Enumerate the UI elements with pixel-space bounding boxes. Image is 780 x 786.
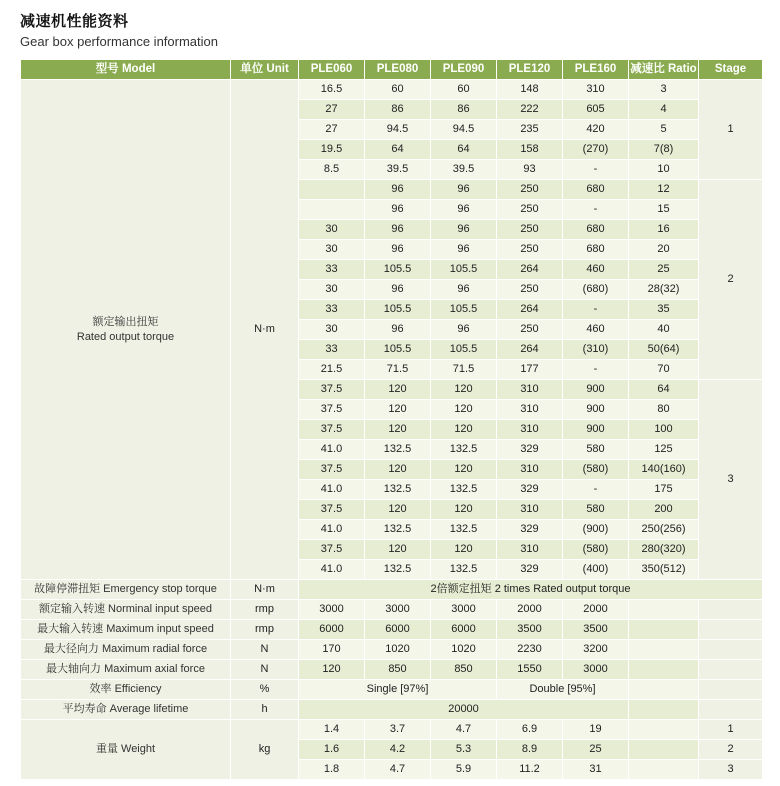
cell-ple160: - — [563, 480, 629, 500]
unit-max-radial-force: N — [231, 640, 299, 660]
cell-ple090: 105.5 — [431, 260, 497, 280]
cell-ple080: 39.5 — [365, 160, 431, 180]
cell-ratio: 200 — [629, 500, 699, 520]
cell-stage-1: 1 — [699, 80, 763, 180]
cell-stage-blank — [699, 620, 763, 640]
cell-ple120: 250 — [497, 180, 563, 200]
cell-ple080: 6000 — [365, 620, 431, 640]
cell-ratio: 3 — [629, 80, 699, 100]
header-model: 型号 Model — [21, 60, 231, 80]
row-label-max-radial-force: 最大径向力 Maximum radial force — [21, 640, 231, 660]
cell-ple090: 96 — [431, 280, 497, 300]
cell-ple160: 460 — [563, 260, 629, 280]
cell-ple080: 120 — [365, 500, 431, 520]
cell-ple120: 222 — [497, 100, 563, 120]
cell-ple160: 605 — [563, 100, 629, 120]
cell-ple080: 3000 — [365, 600, 431, 620]
cell-emergency-stop-value: 2倍额定扭矩 2 times Rated output torque — [299, 580, 763, 600]
cell-ple090: 132.5 — [431, 520, 497, 540]
cell-average-lifetime-value: 20000 — [299, 700, 629, 720]
cell-ple120: 250 — [497, 200, 563, 220]
cell-ple080: 60 — [365, 80, 431, 100]
cell-ple120: 329 — [497, 440, 563, 460]
cell-stage-2: 2 — [699, 180, 763, 380]
cell-ple160: 25 — [563, 740, 629, 760]
cell-ple120: 148 — [497, 80, 563, 100]
cell-ple160: - — [563, 360, 629, 380]
cell-ple120: 11.2 — [497, 760, 563, 780]
cell-ple090: 64 — [431, 140, 497, 160]
cell-ple090: 132.5 — [431, 480, 497, 500]
cell-ratio: 4 — [629, 100, 699, 120]
cell-ple160: 680 — [563, 180, 629, 200]
cell-ple060 — [299, 200, 365, 220]
cell-ple160: 900 — [563, 420, 629, 440]
header-ratio: 减速比 Ratio — [629, 60, 699, 80]
cell-ple060: 1.4 — [299, 720, 365, 740]
cell-ple060: 37.5 — [299, 540, 365, 560]
cell-ple120: 250 — [497, 240, 563, 260]
cell-ple060: 16.5 — [299, 80, 365, 100]
cell-ple060: 120 — [299, 660, 365, 680]
cell-stage: 1 — [699, 720, 763, 740]
label-cn: 额定输出扭矩 — [92, 315, 159, 328]
cell-ple090: 71.5 — [431, 360, 497, 380]
cell-ple060: 41.0 — [299, 480, 365, 500]
cell-ple120: 264 — [497, 340, 563, 360]
cell-ratio: 350(512) — [629, 560, 699, 580]
cell-ple060: 37.5 — [299, 420, 365, 440]
row-label-rated-output-torque — [21, 80, 231, 580]
cell-ple160: - — [563, 200, 629, 220]
cell-ple120: 310 — [497, 540, 563, 560]
cell-ple120: 2230 — [497, 640, 563, 660]
cell-ple060: 33 — [299, 300, 365, 320]
cell-ratio: 100 — [629, 420, 699, 440]
cell-ple120: 250 — [497, 220, 563, 240]
cell-ple060: 1.6 — [299, 740, 365, 760]
row-label-weight: 重量 Weight — [21, 720, 231, 780]
cell-ple080: 71.5 — [365, 360, 431, 380]
cell-ple080: 120 — [365, 540, 431, 560]
cell-ple090: 120 — [431, 540, 497, 560]
cell-ple080: 120 — [365, 400, 431, 420]
cell-ple090: 96 — [431, 200, 497, 220]
cell-ple090: 86 — [431, 100, 497, 120]
cell-ple090: 60 — [431, 80, 497, 100]
cell-ple120: 310 — [497, 380, 563, 400]
cell-ple120: 2000 — [497, 600, 563, 620]
header-unit: 单位 Unit — [231, 60, 299, 80]
cell-ple060: 30 — [299, 320, 365, 340]
cell-ratio: 64 — [629, 380, 699, 400]
table-row — [21, 80, 763, 100]
cell-ratio-blank — [629, 720, 699, 740]
cell-ratio: 10 — [629, 160, 699, 180]
cell-ple080: 132.5 — [365, 560, 431, 580]
table-row — [21, 720, 763, 740]
cell-ratio: 140(160) — [629, 460, 699, 480]
cell-ratio: 125 — [629, 440, 699, 460]
cell-ple060: 30 — [299, 240, 365, 260]
cell-ple090: 850 — [431, 660, 497, 680]
unit-nominal-input-speed: rmp — [231, 600, 299, 620]
cell-stage-blank — [699, 700, 763, 720]
cell-efficiency-single: Single [97%] — [299, 680, 497, 700]
cell-ple120: 177 — [497, 360, 563, 380]
cell-ple060 — [299, 180, 365, 200]
header-ple160: PLE160 — [563, 60, 629, 80]
unit-efficiency: % — [231, 680, 299, 700]
cell-ple160: 900 — [563, 380, 629, 400]
cell-ple080: 132.5 — [365, 440, 431, 460]
cell-ratio: 80 — [629, 400, 699, 420]
table-row — [21, 700, 763, 720]
cell-ple090: 120 — [431, 400, 497, 420]
cell-ratio-blank — [629, 740, 699, 760]
row-label-efficiency: 效率 Efficiency — [21, 680, 231, 700]
cell-ple160: 3200 — [563, 640, 629, 660]
cell-ple120: 3500 — [497, 620, 563, 640]
cell-ple090: 5.9 — [431, 760, 497, 780]
cell-ple090: 96 — [431, 220, 497, 240]
cell-stage-blank — [699, 660, 763, 680]
cell-stage-blank — [699, 640, 763, 660]
header-ple120: PLE120 — [497, 60, 563, 80]
cell-ple080: 4.7 — [365, 760, 431, 780]
cell-ple090: 96 — [431, 320, 497, 340]
cell-ratio-blank — [629, 660, 699, 680]
cell-ple160: 19 — [563, 720, 629, 740]
cell-ple080: 3.7 — [365, 720, 431, 740]
cell-ple090: 6000 — [431, 620, 497, 640]
cell-ple060: 27 — [299, 120, 365, 140]
cell-ple120: 310 — [497, 400, 563, 420]
cell-ratio: 35 — [629, 300, 699, 320]
cell-ple120: 8.9 — [497, 740, 563, 760]
cell-ple160: 680 — [563, 240, 629, 260]
cell-ple160: 900 — [563, 400, 629, 420]
cell-ple060: 170 — [299, 640, 365, 660]
gearbox-spec-table — [20, 59, 763, 780]
unit-max-axial-force: N — [231, 660, 299, 680]
cell-ple090: 1020 — [431, 640, 497, 660]
table-body — [21, 80, 763, 780]
cell-ratio: 40 — [629, 320, 699, 340]
cell-ple120: 310 — [497, 420, 563, 440]
row-label-max-axial-force: 最大轴向力 Maximum axial force — [21, 660, 231, 680]
cell-ple160: (580) — [563, 540, 629, 560]
cell-ple160: 3000 — [563, 660, 629, 680]
cell-ple160: (310) — [563, 340, 629, 360]
cell-ple160: (400) — [563, 560, 629, 580]
cell-ratio-blank — [629, 700, 699, 720]
header-ple080: PLE080 — [365, 60, 431, 80]
cell-ple120: 310 — [497, 500, 563, 520]
cell-ple120: 329 — [497, 560, 563, 580]
page-title-cn: 减速机性能资料 — [20, 13, 129, 30]
cell-ratio: 280(320) — [629, 540, 699, 560]
cell-ple080: 120 — [365, 420, 431, 440]
cell-efficiency-double: Double [95%] — [497, 680, 629, 700]
cell-ple120: 310 — [497, 460, 563, 480]
cell-ple160: (580) — [563, 460, 629, 480]
cell-ple120: 6.9 — [497, 720, 563, 740]
cell-stage-blank — [699, 600, 763, 620]
cell-ratio: 15 — [629, 200, 699, 220]
cell-ple060: 33 — [299, 260, 365, 280]
cell-ple160: (900) — [563, 520, 629, 540]
cell-ple060: 8.5 — [299, 160, 365, 180]
unit-rated-output-torque: N·m — [231, 80, 299, 580]
cell-ple160: 420 — [563, 120, 629, 140]
cell-ple090: 105.5 — [431, 340, 497, 360]
cell-ple090: 94.5 — [431, 120, 497, 140]
cell-ratio: 7(8) — [629, 140, 699, 160]
row-label-average-lifetime: 平均寿命 Average lifetime — [21, 700, 231, 720]
cell-ple090: 120 — [431, 500, 497, 520]
cell-ple080: 132.5 — [365, 480, 431, 500]
cell-stage: 2 — [699, 740, 763, 760]
cell-ratio-blank — [629, 680, 699, 700]
table-row — [21, 640, 763, 660]
cell-ple160: 31 — [563, 760, 629, 780]
cell-ple120: 329 — [497, 520, 563, 540]
cell-ratio: 50(64) — [629, 340, 699, 360]
cell-ple120: 264 — [497, 260, 563, 280]
table-row — [21, 600, 763, 620]
table-header — [21, 60, 763, 80]
cell-ple160: - — [563, 160, 629, 180]
cell-ple080: 94.5 — [365, 120, 431, 140]
unit-weight: kg — [231, 720, 299, 780]
cell-ple090: 5.3 — [431, 740, 497, 760]
cell-ple060: 1.8 — [299, 760, 365, 780]
cell-ple080: 96 — [365, 240, 431, 260]
cell-ple120: 264 — [497, 300, 563, 320]
row-label-emergency-stop-torque: 故障停滞扭矩 Emergency stop torque — [21, 580, 231, 600]
header-row — [21, 60, 763, 80]
cell-ple160: 580 — [563, 440, 629, 460]
cell-ple120: 158 — [497, 140, 563, 160]
cell-ple090: 3000 — [431, 600, 497, 620]
cell-ple080: 96 — [365, 280, 431, 300]
cell-ple080: 105.5 — [365, 300, 431, 320]
cell-ple090: 4.7 — [431, 720, 497, 740]
cell-ple060: 37.5 — [299, 400, 365, 420]
cell-ratio: 250(256) — [629, 520, 699, 540]
cell-ple060: 33 — [299, 340, 365, 360]
cell-ple060: 30 — [299, 280, 365, 300]
header-ple060: PLE060 — [299, 60, 365, 80]
cell-ple160: 310 — [563, 80, 629, 100]
cell-ple080: 132.5 — [365, 520, 431, 540]
cell-ratio-blank — [629, 600, 699, 620]
cell-stage-3: 3 — [699, 380, 763, 580]
cell-stage-blank — [699, 680, 763, 700]
table-row — [21, 580, 763, 600]
cell-ple120: 235 — [497, 120, 563, 140]
cell-ple080: 96 — [365, 180, 431, 200]
cell-ple060: 27 — [299, 100, 365, 120]
cell-ple080: 96 — [365, 320, 431, 340]
cell-ratio-blank — [629, 760, 699, 780]
row-label-nominal-input-speed: 额定输入转速 Norminal input speed — [21, 600, 231, 620]
label-en: Rated output torque — [76, 330, 175, 343]
cell-ple080: 1020 — [365, 640, 431, 660]
cell-ple060: 21.5 — [299, 360, 365, 380]
unit-average-lifetime: h — [231, 700, 299, 720]
cell-ple090: 39.5 — [431, 160, 497, 180]
cell-ratio: 70 — [629, 360, 699, 380]
cell-ple090: 132.5 — [431, 560, 497, 580]
header-ple090: PLE090 — [431, 60, 497, 80]
cell-ple160: - — [563, 300, 629, 320]
page-title-en: Gear box performance information — [20, 34, 218, 49]
cell-stage: 3 — [699, 760, 763, 780]
cell-ple080: 850 — [365, 660, 431, 680]
cell-ple060: 30 — [299, 220, 365, 240]
cell-ratio: 12 — [629, 180, 699, 200]
cell-ple080: 120 — [365, 380, 431, 400]
cell-ple080: 4.2 — [365, 740, 431, 760]
cell-ple160: 2000 — [563, 600, 629, 620]
cell-ple090: 120 — [431, 380, 497, 400]
table-row — [21, 680, 763, 700]
cell-ple090: 96 — [431, 240, 497, 260]
cell-ple090: 120 — [431, 420, 497, 440]
cell-ple060: 41.0 — [299, 560, 365, 580]
header-stage: Stage — [699, 60, 763, 80]
cell-ple160: 680 — [563, 220, 629, 240]
cell-ple060: 19.5 — [299, 140, 365, 160]
cell-ple090: 105.5 — [431, 300, 497, 320]
cell-ple080: 105.5 — [365, 260, 431, 280]
cell-ratio: 16 — [629, 220, 699, 240]
cell-ratio: 25 — [629, 260, 699, 280]
cell-ple120: 93 — [497, 160, 563, 180]
cell-ratio-blank — [629, 640, 699, 660]
cell-ple060: 37.5 — [299, 380, 365, 400]
cell-ple160: 460 — [563, 320, 629, 340]
cell-ple060: 41.0 — [299, 520, 365, 540]
cell-ple160: 580 — [563, 500, 629, 520]
cell-ple060: 3000 — [299, 600, 365, 620]
cell-ple060: 41.0 — [299, 440, 365, 460]
cell-ple080: 86 — [365, 100, 431, 120]
unit-emergency-stop-torque: N·m — [231, 580, 299, 600]
cell-ple120: 250 — [497, 320, 563, 340]
cell-ple090: 120 — [431, 460, 497, 480]
cell-ple080: 105.5 — [365, 340, 431, 360]
row-label-max-input-speed: 最大输入转速 Maximum input speed — [21, 620, 231, 640]
cell-ple060: 37.5 — [299, 460, 365, 480]
cell-ple080: 64 — [365, 140, 431, 160]
cell-ple120: 250 — [497, 280, 563, 300]
unit-max-input-speed: rmp — [231, 620, 299, 640]
cell-ratio: 28(32) — [629, 280, 699, 300]
cell-ple120: 329 — [497, 480, 563, 500]
cell-ple160: (680) — [563, 280, 629, 300]
cell-ple090: 96 — [431, 180, 497, 200]
cell-ple160: 3500 — [563, 620, 629, 640]
cell-ratio: 20 — [629, 240, 699, 260]
cell-ple060: 6000 — [299, 620, 365, 640]
cell-ple080: 120 — [365, 460, 431, 480]
cell-ple060: 37.5 — [299, 500, 365, 520]
table-row — [21, 660, 763, 680]
cell-ple080: 96 — [365, 200, 431, 220]
cell-ple120: 1550 — [497, 660, 563, 680]
cell-ple080: 96 — [365, 220, 431, 240]
cell-ratio: 175 — [629, 480, 699, 500]
table-row — [21, 620, 763, 640]
cell-ple090: 132.5 — [431, 440, 497, 460]
cell-ratio: 5 — [629, 120, 699, 140]
cell-ple160: (270) — [563, 140, 629, 160]
cell-ratio-blank — [629, 620, 699, 640]
